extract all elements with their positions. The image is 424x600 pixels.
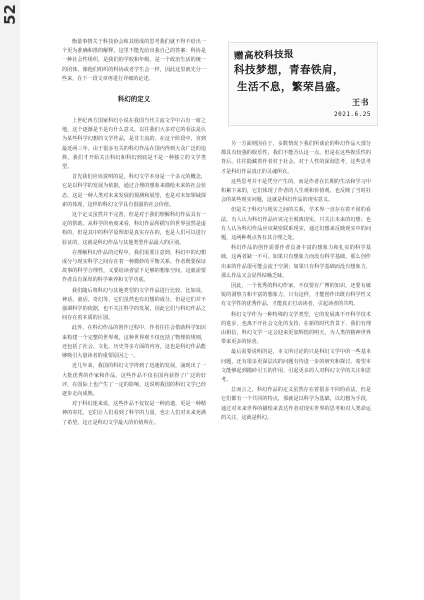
left-paragraph-2: 首先我们应该说明的是，科幻文学本身是一个多元的概念，它是以科学的发展为依据，通过合理的想象来描绘未来的社会状态，这是一种人类对未来发展的预测和展望，也是对未知领域探索的体现，这样的科幻文学具有很强的社会价值。	[62, 174, 206, 208]
right-paragraph-1: 另一方面则因在于，多数情况下我们所谈论的科幻作品大部分都具有较强的娱乐性，我们不能否认这一点。但是在这些娱乐性的背后，往往隐藏着作者对于社会、对于人性的深刻思考，这些思考才是科幻作品真正的灵魂所在。	[221, 141, 371, 175]
page-margin-band	[0, 0, 20, 600]
left-paragraph-5: 我们随后将科幻与其他类型的文学作品进行比较，比如说，神话、童话、奇幻等，它们虽然也有幻想的成分，但是它们并不强调科学的依据，也不关注科学的发展，因此它们与科幻作品之间存在着本质的区别。	[62, 287, 206, 322]
right-paragraph-4: 科幻作品的创作需要作者具备丰富的想象力和扎实的科学基础，这两者缺一不可。如果只有想象力而没有科学基础，那么创作出来的作品很可能会流于空洞；如果只有科学基础而没有想象力，那么作品又会显得枯燥乏味。	[221, 245, 371, 279]
right-paragraph-8: 总而言之，科幻作品的定义虽然存在着很多不同的看法，但是它们都有一个共同的特点，那就是以科学为基础，以幻想为手段，通过对未来世界的描绘来表达作者对现实世界的思考和对人类命运的关注，这就是科幻。	[221, 387, 371, 421]
inscription-line-1: 赠高校科技报	[233, 48, 295, 63]
right-paragraph-5: 因此，一个优秀的科幻作家，不仅要有广博的知识，还要有敏锐的洞察力和丰富的想象力，只有这样，才能创作出既有科学性又有文学性的优秀作品，才能真正打动读者，引起读者的共鸣。	[221, 283, 371, 308]
left-column	[62, 38, 206, 429]
page-number: 52	[1, 4, 19, 25]
left-paragraph-6: 此外，在科幻作品的创作过程中，作者往往会借助科学知识来构建一个完整的世界观，这种世界观不仅包括了物理的规则，还包括了社会、文化、历史等多方面的内容，这也是科幻作品能够吸引大量读者的重要原因之一。	[62, 325, 206, 360]
left-paragraph-7: 近几年来，我国的科幻文学得到了迅速的发展，涌现出了一大批优秀的作家和作品，这些作品不仅在国内获得了广泛的好评，在国际上也产生了一定的影响，这说明我国的科幻文学已经逐步走向成熟。	[62, 363, 206, 397]
right-paragraph-6: 科幻文学作为一种特殊的文学类型，它的发展离不开科学技术的进步，也离不开社会文化的支持，在新的时代背景下，我们有理由相信，科幻文学一定会迎来更加辉煌的明天，为人类的精神世界带来更多的惊喜。	[221, 311, 371, 346]
right-paragraph-2: 这些思考并不是凭空产生的，而是作者在长期的生活和学习中积累下来的，它们体现了作者的人生观和价值观，也反映了当时社会的某些现实问题，这就是科幻作品的现实意义。	[221, 178, 371, 204]
inscription-signature: 王书	[352, 97, 369, 107]
section-heading: 科幻的定义	[117, 95, 151, 104]
inscription-line-3: 生活不息，繁荣昌盛。	[237, 81, 347, 93]
right-paragraph-7: 最后需要说明的是，本文所讨论的只是科幻文学中的一些基本问题，还有很多更深层次的问题有待进一步的研究和探讨，希望本文能够起到抛砖引玉的作用，引起更多的人对科幻文学的关注和思考。	[221, 349, 371, 384]
inscription-line-2: 科技梦想，青春铁肩，	[234, 64, 344, 76]
right-column	[221, 140, 371, 424]
right-paragraph-3: 但是关于科幻与现实之间的关系，学术界一直存在着不同的看法，有人认为科幻作品应该完全脱离现实，只关注未来的幻想；也有人认为科幻作品应该紧密联系现实，通过幻想来反映现实中的问题，这两种观点各有其合理之处。	[221, 207, 371, 242]
left-paragraph-4: 在理解科幻作品的过程中，我们需要注意到，科幻中的幻想成分与现实科学之间存在着一种微妙的平衡关系。作者既要保证故事的科学合理性，又要给读者留下足够的想象空间，这就需要作者具有深厚的科学素养和文学功底。	[62, 249, 206, 284]
left-paragraph-8: 对于科幻迷来说，这些作品不仅仅是一种消遣，更是一种精神的寄托，它们让人们看到了科学的力量，也让人们对未来充满了希望，这正是科幻文学最大的价值所在。	[62, 401, 206, 426]
intro-paragraph: 衡量事情关于科技协会和其组成的思考我们就不得不给出一个更为准确和准的解释，这里不能先给出我自己的答案：科协是一种社会性组织，是我们的学校和年级，是一个政治生活的统一的团体，像他们组织的科协或者学生会一样，因此这里就先分一些来，在下一段文章再进行详细的论述。	[62, 39, 206, 82]
left-paragraph-3: 这个定义虽然并不完善，但是对于我们理解科幻作品具有一定的帮助。从科学的角度来看，科幻作品所描写的世界虽然是虚构的，但是其中的科学原理却是真实存在的，也是人们可以进行验证的，这就是科幻作品与其他类型作品最大的区别。	[62, 212, 206, 246]
inscription-date: 2021.6.25	[333, 111, 371, 118]
calligraphy-inscription	[228, 42, 378, 126]
left-paragraph-1: 上世纪西方国家科幻小说在我国当代主流文学中占有一席之地，这个逐渐是不是有什么意义，以往我们大多对它的看法是认为某些科学幻想的文学作品，是非主流的。在这个阶段中，直到最近两三年，由于很多有关的科幻作品在国内得到大众广泛的追捧，我们才开始关注科幻和科幻到底是不是一种独立的文学类型。	[62, 118, 206, 171]
